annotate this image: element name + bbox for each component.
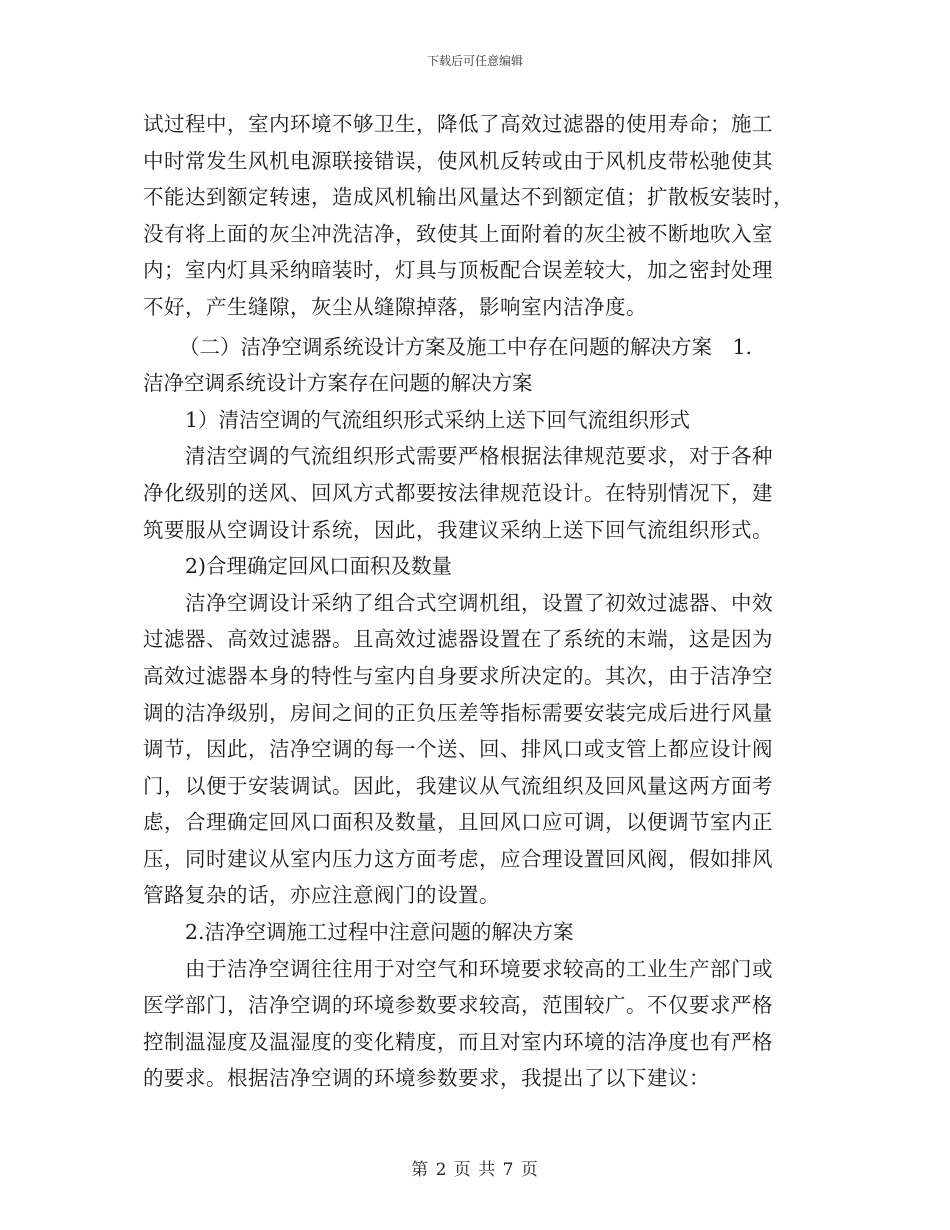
subsection-heading: 1）清洁空调的气流组织形式采纳上送下回气流组织形式 bbox=[185, 407, 691, 432]
section-heading: （二）洁净空调系统设计方案及施工中存在问题的解决方案 1. bbox=[179, 334, 753, 359]
text-line: 过滤器、高效过滤器。且高效过滤器设置在了系统的末端，这是因为 bbox=[143, 627, 773, 652]
text-line: 控制温湿度及温湿度的变化精度，而且对室内环境的洁净度也有严格 bbox=[143, 1029, 773, 1054]
text-line: 内；室内灯具采纳暗装时，灯具与顶板配合误差较大，加之密封处理 bbox=[143, 258, 773, 283]
text-line: 的要求。根据洁净空调的环境参数要求，我提出了以下建议： bbox=[143, 1066, 710, 1091]
text-line: 压，同时建议从室内压力这方面考虑，应合理设置回风阀，假如排风 bbox=[143, 846, 773, 871]
text-line: 筑要服从空调设计系统，因此，我建议采纳上送下回气流组织形式。 bbox=[143, 517, 773, 542]
page-header: 下载后可任意编辑 bbox=[426, 54, 523, 68]
subsection-heading: 2)合理确定回风口面积及数量 bbox=[185, 554, 453, 579]
text-line: 不能达到额定转速，造成风机输出风量达不到额定值；扩散板安装时， bbox=[143, 185, 794, 210]
document-body bbox=[143, 106, 811, 1097]
text-line: 高效过滤器本身的特性与室内自身要求所决定的。其次，由于洁净空 bbox=[143, 663, 773, 688]
text-line: 清洁空调的气流组织形式需要严格根据法律规范要求，对于各种 bbox=[185, 444, 773, 469]
text-line: 不好，产生缝隙，灰尘从缝隙掉落，影响室内洁净度。 bbox=[143, 294, 647, 319]
text-line: 没有将上面的灰尘冲洗洁净，致使其上面附着的灰尘被不断地吹入室 bbox=[143, 221, 773, 246]
page-number: 第 2 页 共 7 页 bbox=[411, 1160, 539, 1180]
section-heading-cont: 洁净空调系统设计方案存在问题的解决方案 bbox=[143, 371, 533, 396]
text-line: 中时常发生风机电源联接错误，使风机反转或由于风机皮带松驰使其 bbox=[143, 148, 773, 173]
text-line: 试过程中，室内环境不够卫生，降低了高效过滤器的使用寿命；施工 bbox=[143, 112, 773, 136]
text-line: 医学部门，洁净空调的环境参数要求较高，范围较广。不仅要求严格 bbox=[143, 993, 773, 1018]
text-line: 净化级别的送风、回风方式都要按法律规范设计。在特别情况下，建 bbox=[143, 480, 773, 505]
text-line: 管路复杂的话，亦应注意阀门的设置。 bbox=[143, 883, 500, 908]
text-line: 虑，合理确定回风口面积及数量，且回风口应可调，以便调节室内正 bbox=[143, 810, 773, 835]
text-line: 门，以便于安装调试。因此，我建议从气流组织及回风量这两方面考 bbox=[143, 773, 773, 798]
text-line: 由于洁净空调往往用于对空气和环境要求较高的工业生产部门或 bbox=[185, 956, 773, 981]
text-line: 洁净空调设计采纳了组合式空调机组，设置了初效过滤器、中效 bbox=[185, 590, 773, 615]
text-line: 调节，因此，洁净空调的每一个送、回、排风口或支管上都应设计阀 bbox=[143, 737, 773, 762]
subsection-heading: 2.洁净空调施工过程中注意问题的解决方案 bbox=[185, 920, 574, 945]
text-line: 调的洁净级别，房间之间的正负压差等指标需要安装完成后进行风量 bbox=[143, 700, 773, 725]
